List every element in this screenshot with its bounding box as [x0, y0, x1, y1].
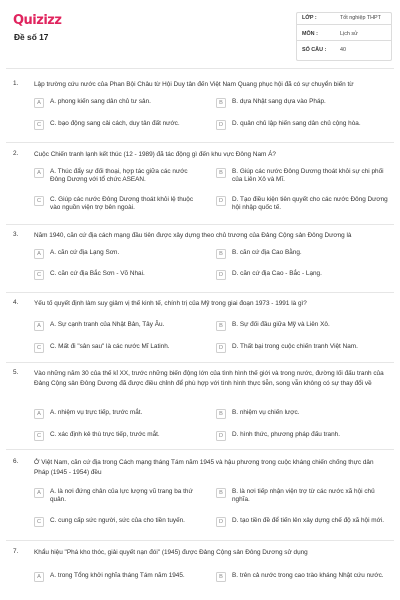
option-text: D. Thất bại trong cuộc chiến tranh Việt Nam.	[232, 343, 358, 350]
option-text: B. nhiệm vụ chiến lược.	[232, 409, 300, 416]
option-a[interactable]	[34, 168, 204, 184]
option-b[interactable]	[216, 321, 392, 331]
option-text: C. xác định kẻ thù trực tiếp, trước mắt.	[50, 431, 160, 438]
option-letter: C	[34, 270, 44, 280]
option-d[interactable]	[216, 270, 392, 280]
option-d[interactable]	[216, 431, 392, 441]
option-d[interactable]	[216, 120, 392, 130]
question-divider	[6, 540, 394, 541]
question-stem: Yếu tố quyết định làm suy giảm vị thế kinh tế, chính trị của Mỹ trong giai đoạn 1973 - 1991 là gì?	[34, 300, 307, 307]
question-divider	[6, 292, 394, 293]
option-a[interactable]	[34, 488, 204, 504]
option-text: D. căn cứ địa Cao - Bắc - Lạng.	[232, 270, 322, 277]
question-divider	[6, 362, 394, 363]
option-text: D. hình thức, phương pháp đấu tranh.	[232, 431, 340, 438]
option-a[interactable]	[34, 98, 204, 108]
question-divider	[6, 449, 394, 450]
option-text: C. Mất đi "sân sau" là các nước Mĩ Latinh.	[50, 343, 170, 350]
option-text: A. nhiệm vụ trực tiếp, trước mắt.	[50, 409, 143, 416]
option-letter: C	[34, 517, 44, 527]
meta-key: MÔN :	[302, 31, 318, 37]
option-text: D. tạo tiền đề để tiến lên xây dựng chế độ xã hội mới.	[232, 517, 384, 524]
option-letter: B	[216, 488, 226, 498]
option-text: A. Thúc đẩy sự đối thoại, hợp tác giữa các nước Đông Dương với tổ chức ASEAN.	[50, 168, 188, 184]
option-letter: D	[216, 343, 226, 353]
question-number: 2.	[13, 150, 19, 157]
question-stem: Ở Việt Nam, căn cứ địa trong Cách mạng tháng Tám năm 1945 và hậu phương trong cuộc kháng chiến chống thực dân Pháp (1945 - 1954) đều	[34, 459, 374, 476]
meta-key: LỚP :	[302, 15, 317, 21]
option-text: C. bạo động sang cải cách, duy tân đất nước.	[50, 120, 180, 127]
option-letter: C	[34, 120, 44, 130]
question-stem: Năm 1940, căn cứ địa cách mạng đầu tiên được xây dựng theo chủ trương của Đảng Cộng sản Đông Dương là	[34, 232, 352, 239]
option-text: B. trên cả nước trong cao trào kháng Nhật cứu nước.	[232, 572, 384, 579]
option-letter: A	[34, 168, 44, 178]
option-d[interactable]	[216, 517, 392, 527]
option-letter: C	[34, 343, 44, 353]
option-b[interactable]	[216, 409, 392, 419]
option-text: D. Tạo điều kiện tiên quyết cho các nước Đông Dương hội nhập quốc tế.	[232, 196, 388, 212]
option-text: B. là nơi tiếp nhận viện trợ từ các nước xã hội chủ nghĩa.	[232, 488, 375, 504]
option-text: A. trong Tổng khởi nghĩa tháng Tám năm 1945.	[50, 572, 185, 579]
question-number: 3.	[13, 231, 19, 238]
option-text: A. là nơi đứng chân của lực lượng vũ trang ba thứ quân.	[50, 488, 193, 504]
option-c[interactable]	[34, 196, 204, 212]
option-b[interactable]	[216, 249, 392, 259]
option-b[interactable]	[216, 98, 392, 108]
option-letter: B	[216, 168, 226, 178]
option-letter: A	[34, 321, 44, 331]
option-text: A. căn cứ địa Lạng Sơn.	[50, 249, 120, 256]
meta-row-count	[296, 45, 392, 57]
option-c[interactable]	[34, 270, 204, 280]
option-letter: A	[34, 572, 44, 582]
option-a[interactable]	[34, 321, 204, 331]
option-letter: D	[216, 517, 226, 527]
option-letter: B	[216, 409, 226, 419]
question-divider	[6, 224, 394, 225]
option-b[interactable]	[216, 488, 392, 504]
option-a[interactable]	[34, 572, 204, 582]
meta-row-subject	[296, 29, 392, 41]
option-text: B. Sự đối đầu giữa Mỹ và Liên Xô.	[232, 321, 330, 328]
option-letter: D	[216, 270, 226, 280]
option-c[interactable]	[34, 120, 204, 130]
meta-value: 40	[340, 47, 346, 53]
option-text: C. Giúp các nước Đông Dương thoát khỏi lệ thuộc vào nguồn viện trợ bên ngoài.	[50, 196, 194, 212]
option-a[interactable]	[34, 249, 204, 259]
question-number: 6.	[13, 458, 19, 465]
option-letter: D	[216, 196, 226, 206]
quizizz-logo: Quizizz	[13, 13, 62, 28]
option-d[interactable]	[216, 196, 392, 212]
option-letter: B	[216, 321, 226, 331]
meta-row-class	[296, 13, 392, 25]
meta-key: SỐ CÂU :	[302, 47, 327, 53]
option-letter: A	[34, 98, 44, 108]
option-letter: B	[216, 98, 226, 108]
header-divider	[6, 68, 394, 69]
question-number: 1.	[13, 80, 19, 87]
option-letter: B	[216, 249, 226, 259]
option-text: B. căn cứ địa Cao Bằng.	[232, 249, 302, 256]
option-b[interactable]	[216, 168, 392, 184]
option-text: B. Giúp các nước Đông Dương thoát khỏi sự chi phối của Liên Xô và Mĩ.	[232, 168, 384, 184]
meta-value: Tốt nghiệp THPT	[340, 15, 381, 21]
option-text: D. quân chủ lập hiến sang dân chủ cộng hòa.	[232, 120, 361, 127]
option-letter: C	[34, 196, 44, 206]
question-stem: Vào những năm 30 của thế kỉ XX, trước những biến động lớn của tình hình thế giới và trong nước, đường lối đấu tranh của Đảng Cộng sản Đông Dương đã được điều chỉnh để phù hợp với tình hình thực tiễn, song vẫn không có sự thay đổi về	[34, 370, 384, 387]
option-letter: D	[216, 431, 226, 441]
option-text: C. căn cứ địa Bắc Sơn - Võ Nhai.	[50, 270, 145, 277]
option-c[interactable]	[34, 517, 204, 527]
question-number: 4.	[13, 299, 19, 306]
meta-value: Lịch sử	[340, 31, 358, 37]
option-letter: A	[34, 409, 44, 419]
option-text: A. phong kiến sang dân chủ tư sản.	[50, 98, 151, 105]
option-a[interactable]	[34, 409, 204, 419]
question-stem: Khẩu hiệu "Phá kho thóc, giải quyết nạn đói" (1945) được Đảng Cộng sản Đông Dương sử dụng	[34, 549, 308, 556]
question-stem: Cuộc Chiến tranh lạnh kết thúc (12 - 1989) đã tác động gì đến khu vực Đông Nam Á?	[34, 151, 276, 158]
question-stem: Lập trường cứu nước của Phan Bội Châu từ Hội Duy tân đến Việt Nam Quang phục hội đã có sự chuyển biến từ	[34, 81, 354, 88]
option-text: B. dựa Nhật sang dựa vào Pháp.	[232, 98, 326, 105]
page-title: Đề số 17	[14, 32, 49, 42]
option-c[interactable]	[34, 343, 204, 353]
question-number: 7.	[13, 548, 19, 555]
option-letter: A	[34, 488, 44, 498]
question-divider	[6, 142, 394, 143]
option-d[interactable]	[216, 343, 392, 353]
option-c[interactable]	[34, 431, 204, 441]
option-letter: B	[216, 572, 226, 582]
option-text: A. Sự cạnh tranh của Nhật Bản, Tây Âu.	[50, 321, 165, 328]
question-number: 5.	[13, 369, 19, 376]
option-letter: A	[34, 249, 44, 259]
worksheet-header	[0, 0, 400, 70]
option-text: C. cung cấp sức người, sức của cho tiền tuyến.	[50, 517, 185, 524]
option-b[interactable]	[216, 572, 392, 582]
option-letter: C	[34, 431, 44, 441]
option-letter: D	[216, 120, 226, 130]
